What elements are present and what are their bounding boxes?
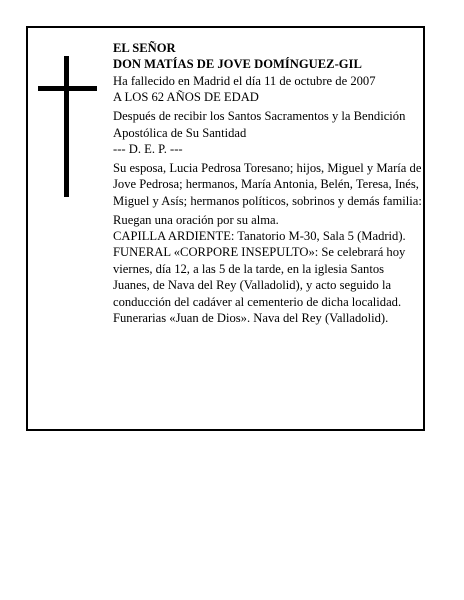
funeral-home: Funerarias «Juan de Dios». Nava del Rey (Valladolid). (113, 311, 389, 325)
prayer-request: Ruegan una oración por su alma. (113, 212, 279, 227)
death-statement: Ha fallecido en Madrid el día 11 de octubre de 2007 (113, 73, 376, 88)
age-statement: A LOS 62 AÑOS DE EDAD (113, 90, 259, 105)
title-line-1: EL SEÑOR (113, 41, 176, 55)
title-line-2: DON MATÍAS DE JOVE DOMÍNGUEZ-GIL (113, 57, 362, 72)
rip-line: --- D. E. P. --- (113, 141, 183, 156)
sacraments-statement: Después de recibir los Santos Sacramentos y la Bendición Apostólica de Su Santidad (113, 109, 406, 140)
cross-horizontal-bar (38, 86, 97, 91)
chapel-info: CAPILLA ARDIENTE: Tanatorio M-30, Sala 5 (Madrid). (113, 228, 406, 243)
family-statement: Su esposa, Lucia Pedrosa Toresano; hijos, Miguel y María de Jove Pedrosa; hermanos, María Antonia, Belén, Teresa, Inés, Miguel y Asís; hermanos políticos, sobrinos y demás familia: (113, 160, 422, 208)
obituary-text (113, 40, 423, 326)
funeral-info: FUNERAL «CORPORE INSEPULTO»: Se celebrará hoy viernes, día 12, a las 5 de la tarde, en la iglesia Santos Juanes, de Nava del Rey (Valladolid), y acto seguido la conducción del cadáver al cementerio de dicha localidad. (113, 245, 406, 309)
cross-vertical-bar (64, 56, 69, 197)
